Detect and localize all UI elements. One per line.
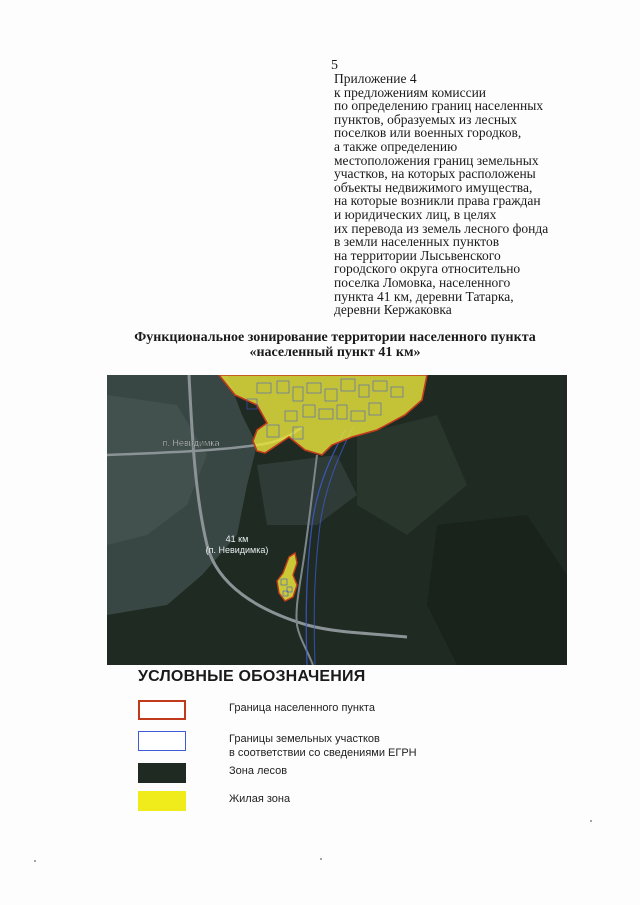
appendix-line: Приложение 4 bbox=[334, 71, 417, 86]
legend-line: Границы земельных участков bbox=[229, 733, 380, 745]
appendix-line: и юридических лиц, в целях bbox=[334, 206, 497, 222]
legend-item-forest bbox=[138, 763, 558, 787]
appendix-line: в земли населенных пунктов bbox=[334, 234, 500, 250]
legend-item-settlement-border bbox=[138, 700, 558, 724]
zoning-map bbox=[107, 375, 567, 665]
scan-speck bbox=[590, 820, 592, 822]
legend-line: Граница населенного пункта bbox=[229, 702, 375, 714]
map-title-line-1: Функциональное зонирование территории населенного пункта bbox=[134, 330, 536, 345]
map-canvas bbox=[107, 375, 567, 665]
legend-swatch-residential bbox=[138, 791, 186, 811]
appendix-line: объекты недвижимого имущества, bbox=[334, 179, 533, 195]
legend-label bbox=[229, 765, 287, 779]
legend-item-parcel-border bbox=[138, 731, 558, 759]
appendix-line: к предложениям комиссии bbox=[334, 84, 487, 100]
appendix-line: а также определению bbox=[334, 138, 458, 154]
appendix-line: городского округа относительно bbox=[334, 261, 521, 277]
appendix-line: на территории Лысьвенского bbox=[334, 247, 501, 263]
legend-label bbox=[229, 793, 290, 807]
legend-swatch-forest bbox=[138, 763, 186, 783]
legend-item-residential bbox=[138, 791, 558, 815]
legend-line: Жилая зона bbox=[229, 793, 291, 805]
label-41km-sub: (п. Невидимка) bbox=[205, 545, 269, 555]
appendix-line: их перевода из земель лесного фонда bbox=[334, 220, 549, 236]
appendix-line: местоположения границ земельных bbox=[334, 152, 539, 168]
appendix-line: пунктов, образуемых из лесных bbox=[334, 111, 517, 127]
appendix-line: пункта 41 км, деревни Татарка, bbox=[334, 288, 514, 304]
appendix-line: участков, на которых расположены bbox=[334, 166, 536, 182]
map-title-line-2: «населенный пункт 41 км» bbox=[249, 345, 421, 360]
legend-line: Зона лесов bbox=[229, 765, 288, 777]
legend-line: в соответствии со сведениями ЕГРН bbox=[229, 746, 417, 759]
legend-label bbox=[229, 702, 375, 716]
scan-speck bbox=[34, 860, 36, 862]
appendix-line: деревни Кержаковка bbox=[334, 302, 452, 318]
scan-speck bbox=[320, 858, 322, 860]
appendix-line: на которые возникли права граждан bbox=[334, 193, 541, 209]
legend-swatch-settlement-border bbox=[138, 700, 186, 720]
legend-label bbox=[229, 733, 417, 760]
map-title bbox=[100, 330, 570, 360]
label-41km: 41 км bbox=[225, 534, 249, 544]
page-number: 5 bbox=[331, 58, 338, 73]
appendix-line: поселка Ломовка, населенного bbox=[334, 274, 511, 290]
legend-title: УСЛОВНЫЕ ОБОЗНАЧЕНИЯ bbox=[138, 668, 366, 685]
label-nevidimka: п. Невидимка bbox=[162, 438, 220, 448]
appendix-line: по определению границ населенных bbox=[334, 98, 544, 114]
appendix-note bbox=[334, 72, 634, 317]
appendix-line: поселков или военных городков, bbox=[334, 125, 522, 141]
legend-swatch-parcel-border bbox=[138, 731, 186, 751]
